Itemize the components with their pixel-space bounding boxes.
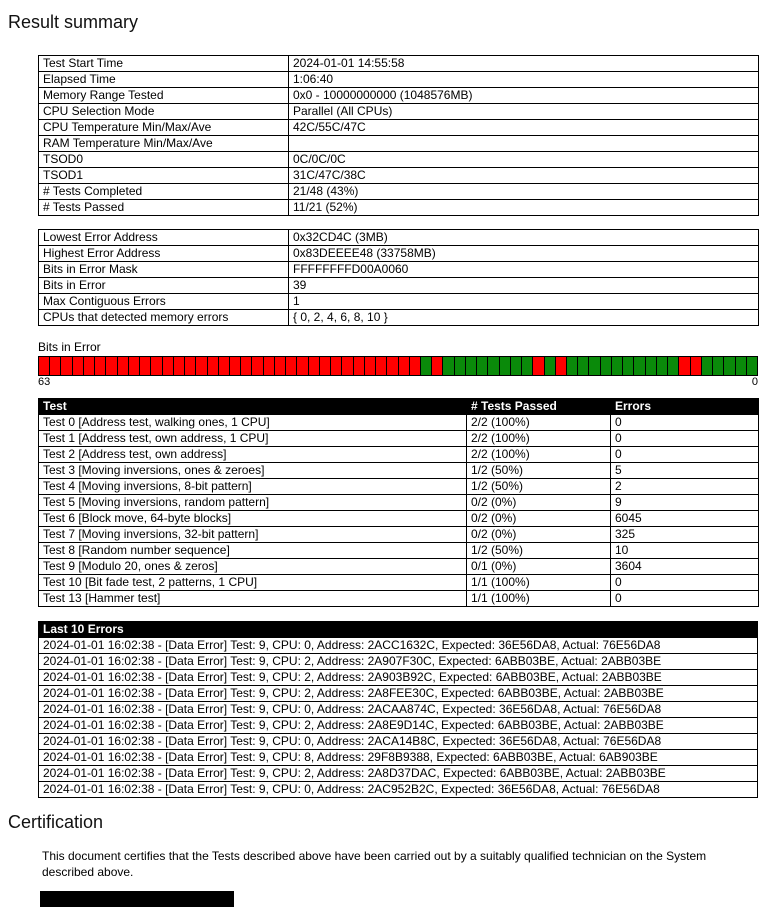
tests-table [38,398,759,607]
row-value: 0x32CD4C (3MB) [289,230,759,246]
table-row [39,262,759,278]
error-log-row [39,766,758,782]
table-row [39,575,759,591]
error-log-row [39,670,758,686]
row-label: TSOD0 [39,152,289,168]
error-log-row [39,654,758,670]
errors-cell: 3604 [611,559,759,575]
row-value: 31C/47C/38C [289,168,759,184]
table-row [39,56,759,72]
row-value: 1:06:40 [289,72,759,88]
table-row [39,72,759,88]
table-row [39,543,759,559]
test-name-cell: Test 6 [Block move, 64-byte blocks] [39,511,467,527]
errors-cell: 0 [611,591,759,607]
tests-passed-cell: 1/2 (50%) [467,543,611,559]
bits-in-error-scale [38,376,758,388]
last-errors-header-row [39,622,758,638]
error-log-row [39,702,758,718]
errors-cell: 325 [611,527,759,543]
row-label: Highest Error Address [39,246,289,262]
errors-cell: 9 [611,495,759,511]
row-value: { 0, 2, 4, 6, 8, 10 } [289,310,759,326]
errors-cell: 5 [611,463,759,479]
tests-passed-cell: 0/2 (0%) [467,495,611,511]
row-label: RAM Temperature Min/Max/Ave [39,136,289,152]
row-value [289,136,759,152]
errors-cell: 6045 [611,511,759,527]
tests-table-header-row [39,399,759,415]
row-label: Max Contiguous Errors [39,294,289,310]
test-name-cell: Test 1 [Address test, own address, 1 CPU] [39,431,467,447]
tests-passed-cell: 0/1 (0%) [467,559,611,575]
tests-passed-cell: 0/2 (0%) [467,527,611,543]
row-value: 0x0 - 10000000000 (1048576MB) [289,88,759,104]
next-section-header-cutoff [40,891,234,907]
table-row [39,479,759,495]
errors-cell: 2 [611,479,759,495]
test-name-cell: Test 13 [Hammer test] [39,591,467,607]
row-label: # Tests Passed [39,200,289,216]
error-summary-table [38,229,759,326]
error-log-row [39,638,758,654]
table-row [39,152,759,168]
column-header: Errors [611,399,759,415]
test-name-cell: Test 5 [Moving inversions, random pattern] [39,495,467,511]
row-label: CPUs that detected memory errors [39,310,289,326]
tests-passed-cell: 2/2 (100%) [467,447,611,463]
summary-table-body [39,56,759,216]
table-row [39,495,759,511]
bits-scale-high: 63 [38,376,51,388]
page-title: Result summary [8,12,139,32]
error-log-cell: 2024-01-01 16:02:38 - [Data Error] Test: 9, CPU: 2, Address: 2A907F30C, Expected: 6ABB03BE, Actual: 2ABB03BE [39,654,758,670]
row-value: 11/21 (52%) [289,200,759,216]
table-row [39,527,759,543]
column-header: Test [39,399,467,415]
errors-cell: 0 [611,447,759,463]
error-log-row [39,718,758,734]
table-row [39,230,759,246]
row-value: 1 [289,294,759,310]
error-log-cell: 2024-01-01 16:02:38 - [Data Error] Test: 9, CPU: 2, Address: 2A8E9D14C, Expected: 6ABB03BE, Actual: 2ABB03BE [39,718,758,734]
certification-text: This document certifies that the Tests described above have been carried out by a suitably qualified technician on the System described above. [42,849,707,879]
table-row [39,463,759,479]
tests-passed-cell: 1/1 (100%) [467,575,611,591]
tests-passed-cell: 2/2 (100%) [467,415,611,431]
test-name-cell: Test 10 [Bit fade test, 2 patterns, 1 CPU] [39,575,467,591]
errors-cell: 0 [611,575,759,591]
bits-scale-low: 0 [751,376,758,388]
row-label: Elapsed Time [39,72,289,88]
error-log-cell: 2024-01-01 16:02:38 - [Data Error] Test: 9, CPU: 0, Address: 2ACC1632C, Expected: 36E56DA8, Actual: 76E56DA8 [39,638,758,654]
column-header: # Tests Passed [467,399,611,415]
tests-passed-cell: 2/2 (100%) [467,431,611,447]
ok-bit-cell [746,356,758,376]
table-row [39,200,759,216]
test-name-cell: Test 4 [Moving inversions, 8-bit pattern] [39,479,467,495]
table-row [39,278,759,294]
table-row [39,294,759,310]
test-name-cell: Test 8 [Random number sequence] [39,543,467,559]
table-row [39,136,759,152]
tests-passed-cell: 1/1 (100%) [467,591,611,607]
table-row [39,88,759,104]
error-log-cell: 2024-01-01 16:02:38 - [Data Error] Test: 9, CPU: 2, Address: 2A8D37DAC, Expected: 6ABB03BE, Actual: 2ABB03BE [39,766,758,782]
row-value: 39 [289,278,759,294]
row-value: 0x83DEEEE48 (33758MB) [289,246,759,262]
error-log-row [39,782,758,798]
test-name-cell: Test 0 [Address test, walking ones, 1 CPU] [39,415,467,431]
row-label: Test Start Time [39,56,289,72]
row-value: FFFFFFFFD00A0060 [289,262,759,278]
table-row [39,447,759,463]
table-row [39,511,759,527]
table-row [39,559,759,575]
last-errors-table [38,621,758,798]
row-value: 21/48 (43%) [289,184,759,200]
table-row [39,104,759,120]
summary-table [38,55,759,216]
row-value: Parallel (All CPUs) [289,104,759,120]
last-errors-header: Last 10 Errors [39,622,758,638]
certification-title: Certification [8,812,104,832]
row-label: Bits in Error Mask [39,262,289,278]
row-label: CPU Temperature Min/Max/Ave [39,120,289,136]
error-log-cell: 2024-01-01 16:02:38 - [Data Error] Test: 9, CPU: 8, Address: 29F8B9388, Expected: 6ABB03BE, Actual: 6AB903BE [39,750,758,766]
table-row [39,246,759,262]
last-errors-body [39,638,758,798]
row-label: Lowest Error Address [39,230,289,246]
error-log-cell: 2024-01-01 16:02:38 - [Data Error] Test: 9, CPU: 2, Address: 2A8FEE30C, Expected: 6ABB03BE, Actual: 2ABB03BE [39,686,758,702]
row-value: 0C/0C/0C [289,152,759,168]
row-label: Bits in Error [39,278,289,294]
tests-passed-cell: 1/2 (50%) [467,463,611,479]
error-log-cell: 2024-01-01 16:02:38 - [Data Error] Test: 9, CPU: 0, Address: 2ACAA874C, Expected: 36E56DA8, Actual: 76E56DA8 [39,702,758,718]
error-log-row [39,750,758,766]
errors-cell: 10 [611,543,759,559]
error-log-row [39,686,758,702]
error-log-cell: 2024-01-01 16:02:38 - [Data Error] Test: 9, CPU: 0, Address: 2AC952B2C, Expected: 36E56DA8, Actual: 76E56DA8 [39,782,758,798]
bits-in-error-bar [38,356,758,376]
row-value: 2024-01-01 14:55:58 [289,56,759,72]
tests-passed-cell: 1/2 (50%) [467,479,611,495]
table-row [39,415,759,431]
row-label: CPU Selection Mode [39,104,289,120]
table-row [39,184,759,200]
error-summary-table-body [39,230,759,326]
bits-in-error-label: Bits in Error [38,340,101,354]
row-label: TSOD1 [39,168,289,184]
row-label: # Tests Completed [39,184,289,200]
error-log-cell: 2024-01-01 16:02:38 - [Data Error] Test: 9, CPU: 2, Address: 2A903B92C, Expected: 6ABB03BE, Actual: 2ABB03BE [39,670,758,686]
test-name-cell: Test 2 [Address test, own address] [39,447,467,463]
table-row [39,431,759,447]
row-value: 42C/55C/47C [289,120,759,136]
table-row [39,591,759,607]
test-name-cell: Test 9 [Modulo 20, ones & zeros] [39,559,467,575]
errors-cell: 0 [611,415,759,431]
test-name-cell: Test 3 [Moving inversions, ones & zeroes] [39,463,467,479]
table-row [39,168,759,184]
test-name-cell: Test 7 [Moving inversions, 32-bit pattern] [39,527,467,543]
table-row [39,310,759,326]
row-label: Memory Range Tested [39,88,289,104]
errors-cell: 0 [611,431,759,447]
error-log-row [39,734,758,750]
table-row [39,120,759,136]
tests-table-body [39,415,759,607]
error-log-cell: 2024-01-01 16:02:38 - [Data Error] Test: 9, CPU: 0, Address: 2ACA14B8C, Expected: 36E56DA8, Actual: 76E56DA8 [39,734,758,750]
tests-passed-cell: 0/2 (0%) [467,511,611,527]
